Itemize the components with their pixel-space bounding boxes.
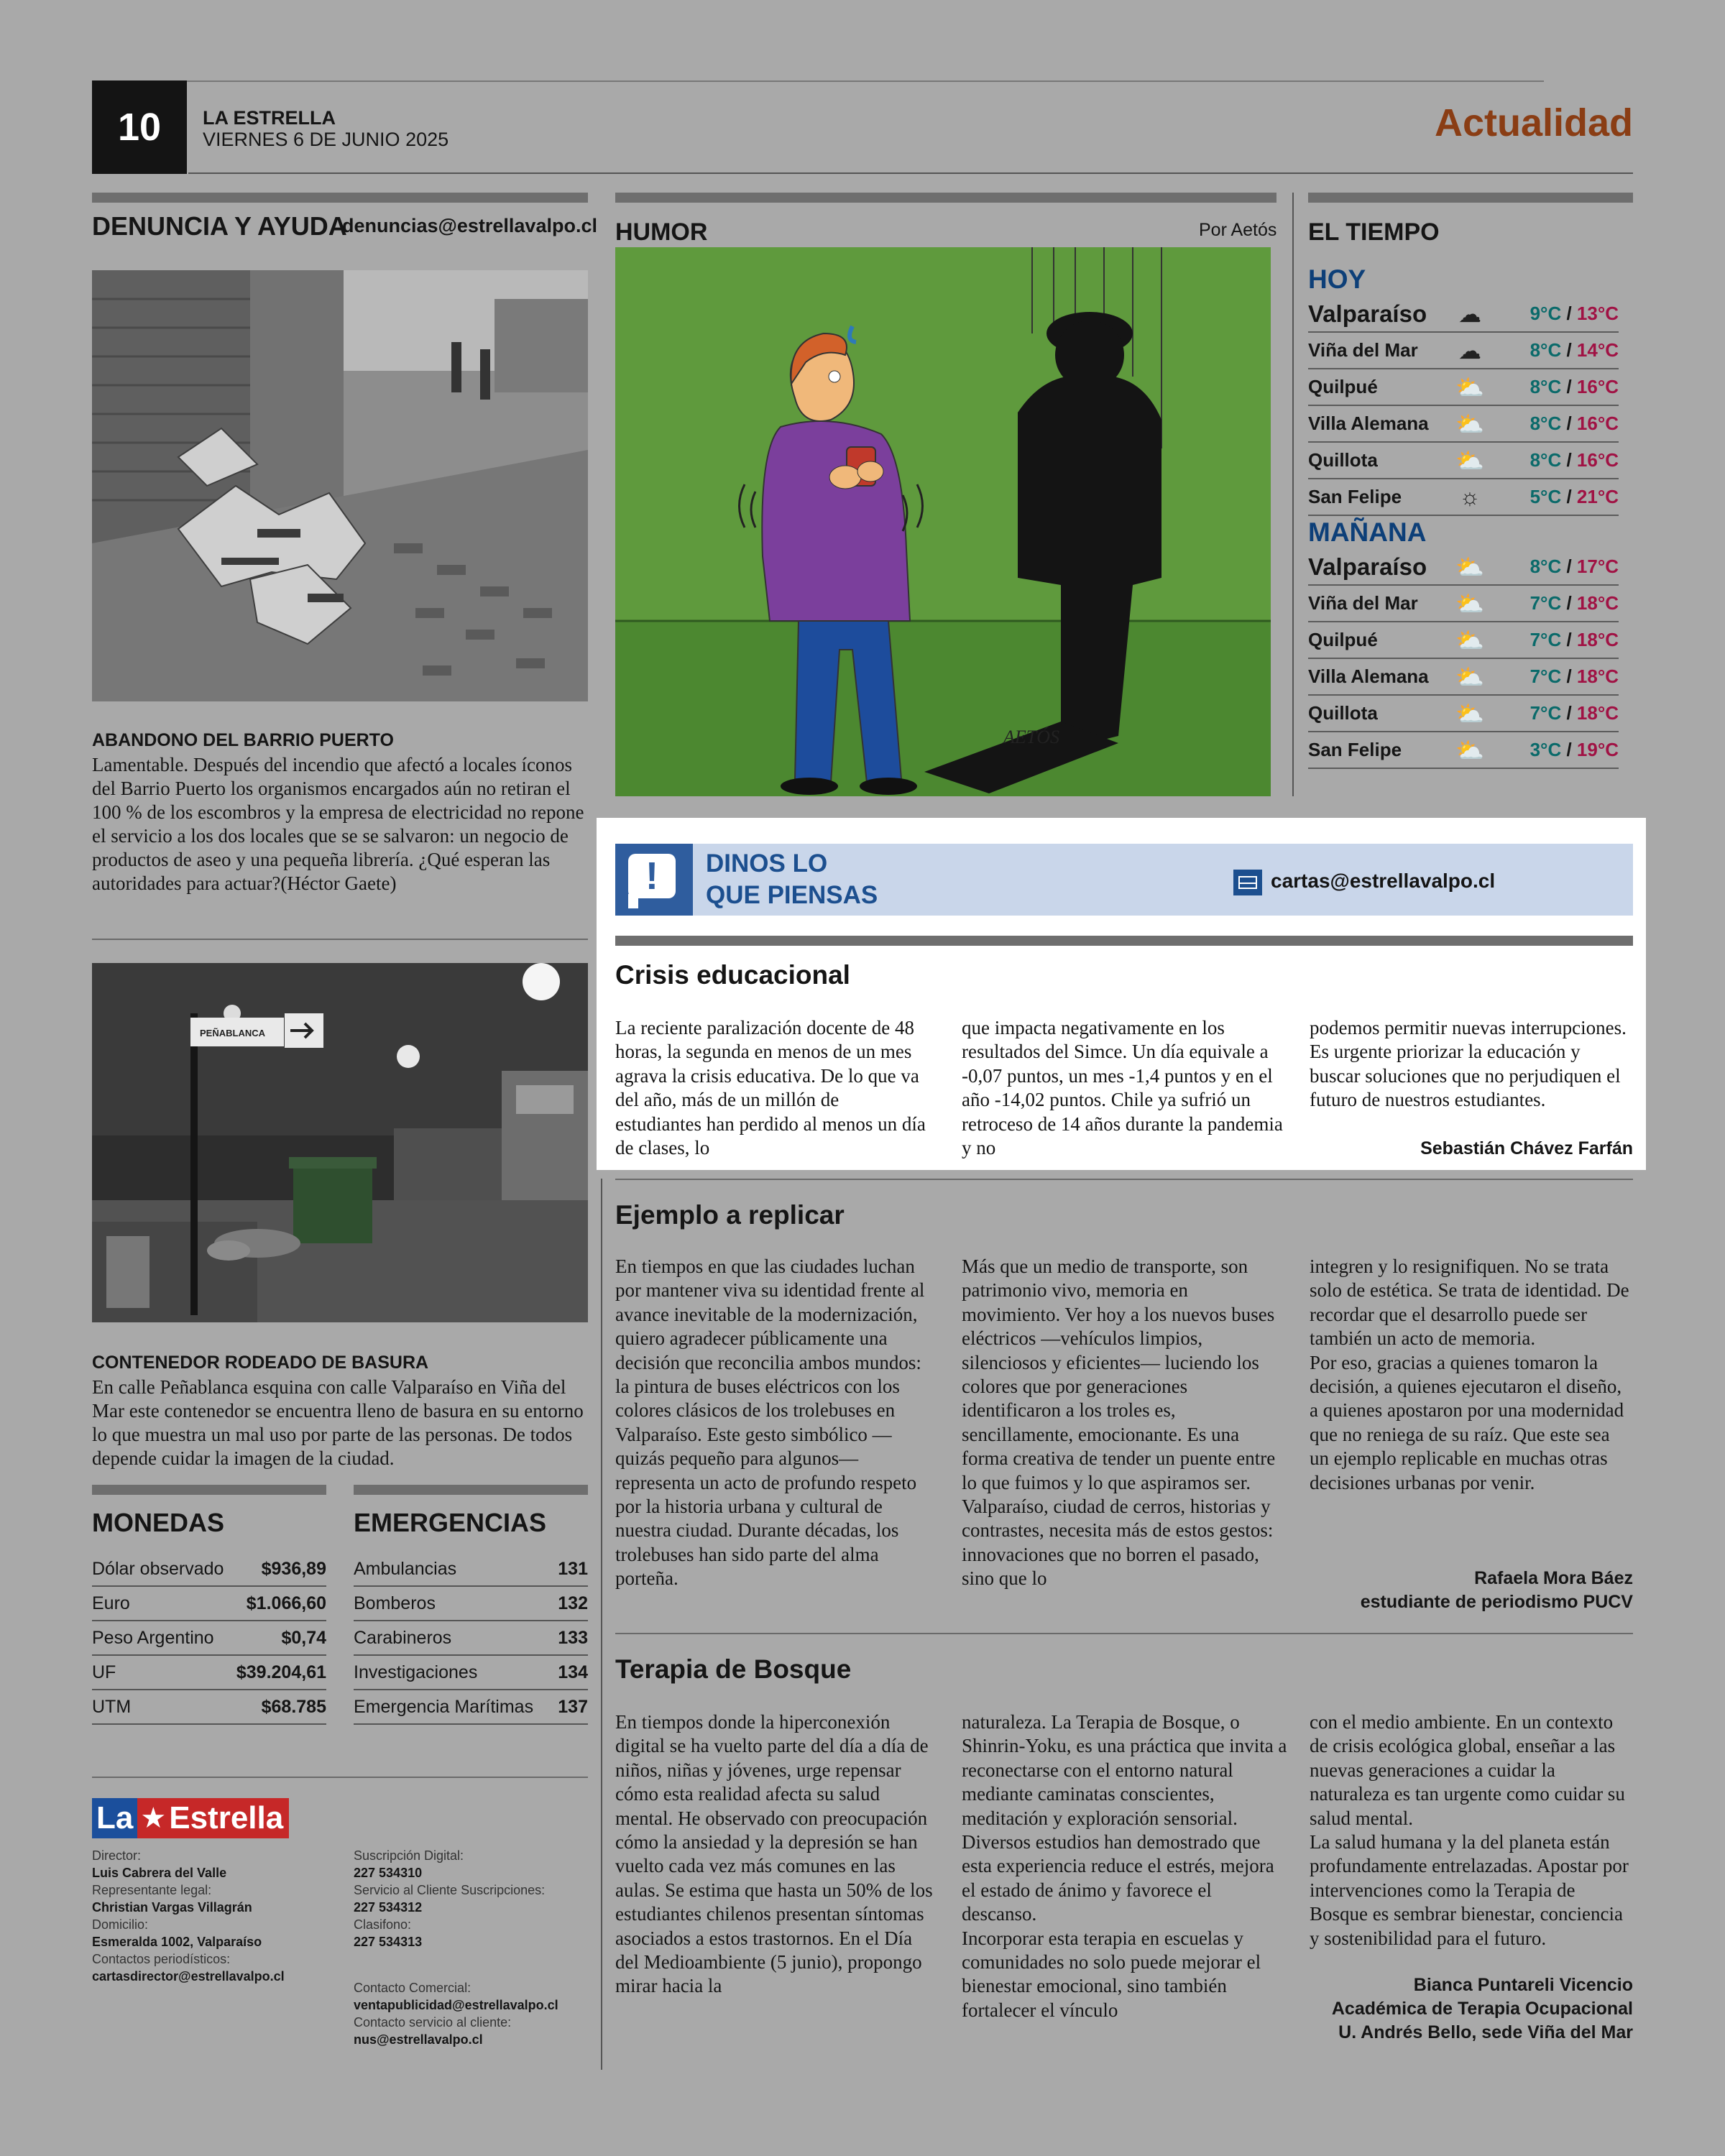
bosque-col-3: con el medio ambiente. En un contexto de crisis ecológica global, enseñar a las nuevas generaciones a cuidar la naturaleza es tan urgente como cuidar su salud mental. La salud humana y la del planeta están profundamente entrelazadas. Apostar por intervenciones como la Terapia de Bosque es sembrar bienestar, conciencia y sostenibilidad para el futuro. (1310, 1711, 1629, 1949)
partly-cloudy-icon: ⛅ (1455, 447, 1484, 474)
paper-name: LA ESTRELLA (203, 107, 336, 129)
monedas-table (92, 1552, 326, 1725)
partly-cloudy-icon: ⛅ (1455, 627, 1484, 653)
sun-icon: ☼ (1459, 484, 1481, 510)
bosque-col-2: naturaleza. La Terapia de Bosque, o Shinrin-Yoku, es una práctica que invita a reconectarse con el entorno natural mediante caminatas conscientes, meditación y exploración sensorial. Diversos estudios han demostrado que esta experiencia reduce el estrés, mejora el estado de ánimo y favorece el descanso. Incorporar esta terapia en escuelas y comunidades no solo puede mejorar el bienestar emocional, sino también fortalecer el vínculo (962, 1711, 1287, 2021)
imprint-rule (92, 1777, 588, 1778)
partly-cloudy-icon: ⛅ (1455, 553, 1484, 580)
imprint-contact: Contacto Comercial: ventapublicidad@estrellavalpo.cl Contacto servicio al cliente: nus@estrellavalpo.cl (354, 1981, 558, 2047)
barrio-puerto-photo (92, 270, 588, 701)
ejemplo-col-2: Más que un medio de transporte, son patrimonio vivo, memoria en movimiento. Ver hoy a los nuevos buses eléctricos —vehículos limpios, silenciosos y eficientes— luciendo los colores que por generaciones identificaron a los troles es, sencillamente, emocionante. Es una forma creativa de tender un puente entre lo que fuimos y lo que aspiramos ser. Valparaíso, ciudad de cerros, historias y contrastes, necesita más de estos gestos: innovaciones que no borren el pasado, sino que lo (962, 1256, 1276, 1590)
page-number: 10 (92, 80, 187, 174)
monedas-title: MONEDAS (92, 1508, 225, 1537)
tomorrow-label: MAÑANA (1308, 517, 1427, 547)
weather-row: Quillota ⛅ 8°C / 16°C (1308, 443, 1619, 479)
cartoon-signature: AETÓS (1003, 727, 1059, 747)
moneda-row: Peso Argentino $0,74 (92, 1621, 326, 1656)
crisis-title: Crisis educacional (615, 960, 850, 990)
moneda-row: Euro $1.066,60 (92, 1587, 326, 1621)
partly-cloudy-icon: ⛅ (1455, 374, 1484, 400)
denuncia-bar (92, 193, 588, 203)
ejemplo-rule (615, 1633, 1633, 1634)
item1-rule (92, 939, 588, 940)
cloud-icon: ☁ (1458, 337, 1481, 364)
item1-title: ABANDONO DEL BARRIO PUERTO (92, 730, 394, 750)
la-estrella-logo: La ★ Estrella (92, 1798, 289, 1838)
emergencia-row: Ambulancias 131 (354, 1552, 588, 1587)
top-rule (92, 80, 1544, 82)
partly-cloudy-icon: ⛅ (1455, 663, 1484, 690)
today-label: HOY (1308, 264, 1366, 294)
humor-cartoon (615, 247, 1271, 796)
emergencia-row: Carabineros 133 (354, 1621, 588, 1656)
partly-cloudy-icon: ⛅ (1455, 700, 1484, 727)
weather-row: San Felipe ☼ 5°C / 21°C (1308, 479, 1619, 516)
bosque-signature: Bianca Puntareli Vicencio Académica de Terapia Ocupacional U. Andrés Bello, sede Viña del Mar (1331, 1975, 1633, 2042)
humor-bar (615, 193, 1276, 203)
cartas-email[interactable]: cartas@estrellavalpo.cl (1271, 870, 1496, 892)
letters-bar (615, 936, 1633, 946)
emergencias-bar (354, 1485, 588, 1495)
ejemplo-col-3: integren y lo resignifiquen. No se trata solo de estética. Se trata de identidad. De recordar que el desarrollo puede ser también un acto de memoria. Por eso, gracias a quienes tomaron la decisión, a quienes ejecutaron el diseño, a quienes apostaron por una modernidad que no reniega de su raíz. Que este sea un ejemplo replicable en muchas otras decisiones urbanas por venir. (1310, 1256, 1629, 1493)
crisis-col-3: podemos permitir nuevas interrupciones. Es urgente priorizar la educación y buscar soluciones que no perjudiquen el futuro de nuestros estudiantes. (1310, 1017, 1627, 1111)
crisis-rule (615, 1179, 1633, 1180)
item1-text: Lamentable. Después del incendio que afectó a locales íconos del Barrio Puerto los organismos encargados aún no retiran el 100 % de los escombros y la empresa de electricidad no repone el servicio a los dos locales que se se salvaron: un negocio de productos de aseo y una pequeña librería. ¿Qué esperan las autoridades para actuar?(Héctor Gaete) (92, 754, 584, 894)
emergencia-row: Investigaciones 134 (354, 1656, 588, 1690)
weather-row: Viña del Mar ⛅ 7°C / 18°C (1308, 586, 1619, 622)
mail-icon (1233, 870, 1262, 895)
weather-row: San Felipe ⛅ 3°C / 19°C (1308, 732, 1619, 769)
bosque-col-1: En tiempos donde la hiperconexión digital se ha vuelto parte del día a día de niños, niñas y jóvenes, urge repensar cómo esta realidad afecta su salud mental. He observado con preocupación cómo la ansiedad y la depresión se han vuelto cada vez más comunes en las aulas. Se estima que hasta un 50% de los estudiantes chilenos presentan síntomas asociados a estos trastornos. En el Día del Medioambiente (5 junio), propongo mirar hacia la (615, 1711, 933, 1997)
weather-row: Quilpué ⛅ 7°C / 18°C (1308, 622, 1619, 659)
moneda-row: Dólar observado $936,89 (92, 1552, 326, 1587)
emergencias-title: EMERGENCIAS (354, 1508, 547, 1537)
humor-author: Por Aetós (1199, 220, 1277, 240)
emergencia-row: Bomberos 132 (354, 1587, 588, 1621)
tiempo-bar (1308, 193, 1633, 203)
exclamation-icon: ! (615, 844, 693, 916)
partly-cloudy-icon: ⛅ (1455, 737, 1484, 763)
cloud-icon: ☁ (1458, 300, 1481, 327)
weather-row: Quillota ⛅ 7°C / 18°C (1308, 696, 1619, 732)
imprint-left: Director: Luis Cabrera del Valle Representante legal: Christian Vargas Villagrán Domicilio: Esmeralda 1002, Valparaíso Contactos periodísticos: cartasdirector@estrellavalpo.cl (92, 1848, 285, 1984)
ejemplo-title: Ejemplo a replicar (615, 1200, 845, 1230)
weather-row: Quilpué ⛅ 8°C / 16°C (1308, 369, 1619, 406)
moneda-row: UF $39.204,61 (92, 1656, 326, 1690)
weather-row: Villa Alemana ⛅ 8°C / 16°C (1308, 406, 1619, 443)
monedas-bar (92, 1485, 326, 1495)
partly-cloudy-icon: ⛅ (1455, 410, 1484, 437)
section-title: Actualidad (1434, 101, 1633, 144)
weather-row: Valparaíso ☁ 9°C / 13°C (1308, 296, 1619, 333)
header-rule (188, 172, 1633, 174)
emergencia-row: Emergencia Marítimas 137 (354, 1690, 588, 1725)
crisis-col-2: que impacta negativamente en los resultados del Simce. Un día equivale a -0,07 puntos, un mes -1,4 puntos y en el año -14,02 puntos. Chile ya sufrió un retroceso de 14 años durante la pandemia y no (962, 1017, 1283, 1159)
issue-date: VIERNES 6 DE JUNIO 2025 (203, 129, 449, 150)
imprint-right: Suscripción Digital: 227 534310 Servicio al Cliente Suscripciones: 227 534312 Clasifono: 227 534313 (354, 1848, 546, 1949)
weather-panel (1308, 263, 1619, 769)
contenedor-photo (92, 963, 588, 1322)
weather-row: Villa Alemana ⛅ 7°C / 18°C (1308, 659, 1619, 696)
item2-title: CONTENEDOR RODEADO DE BASURA (92, 1353, 429, 1373)
tiempo-rule (1292, 193, 1294, 796)
emergencias-table (354, 1552, 588, 1725)
bosque-title: Terapia de Bosque (615, 1654, 852, 1684)
ejemplo-signature: Rafaela Mora Báez estudiante de periodismo PUCV (1360, 1568, 1633, 1612)
street-sign-text: PEÑABLANCA (200, 1028, 265, 1038)
denuncia-title: DENUNCIA Y AYUDA (92, 211, 347, 241)
humor-title: HUMOR (615, 218, 708, 246)
dinos-title: DINOS LO QUE PIENSAS (706, 849, 878, 909)
crisis-signature: Sebastián Chávez Farfán (1420, 1138, 1633, 1158)
denuncia-email[interactable]: denuncias@estrellavalpo.cl (342, 215, 597, 236)
tiempo-title: EL TIEMPO (1308, 218, 1440, 246)
star-icon: ★ (137, 1798, 169, 1838)
item2-text: En calle Peñablanca esquina con calle Valparaíso en Viña del Mar este contenedor se encuentra lleno de basura en su entorno lo que muestra un mal uso por parte de las personas. De todos depende cuidar la imagen de la ciudad. (92, 1376, 584, 1469)
column-rule (601, 1179, 602, 2070)
moneda-row: UTM $68.785 (92, 1690, 326, 1725)
partly-cloudy-icon: ⛅ (1455, 590, 1484, 617)
ejemplo-col-1: En tiempos en que las ciudades luchan por mantener viva su identidad frente al avance inevitable de la modernización, quiero agradecer públicamente una decisión que reconcilia ambos mundos: la pintura de buses eléctricos con los colores clásicos de los trolebuses en Valparaíso. Este gesto simbólico —quizás pequeño para algunos— representa un acto de profundo respeto por la historia urbana y cultural de nuestra ciudad. Durante décadas, los trolebuses han sido parte del alma porteña. (615, 1256, 925, 1590)
weather-row: Valparaíso ⛅ 8°C / 17°C (1308, 549, 1619, 586)
weather-row: Viña del Mar ☁ 8°C / 14°C (1308, 333, 1619, 369)
crisis-col-1: La reciente paralización docente de 48 horas, la segunda en menos de un mes agrava la crisis educativa. De lo que va del año, más de un millón de estudiantes han perdido al menos un día de clases, lo (615, 1017, 926, 1159)
